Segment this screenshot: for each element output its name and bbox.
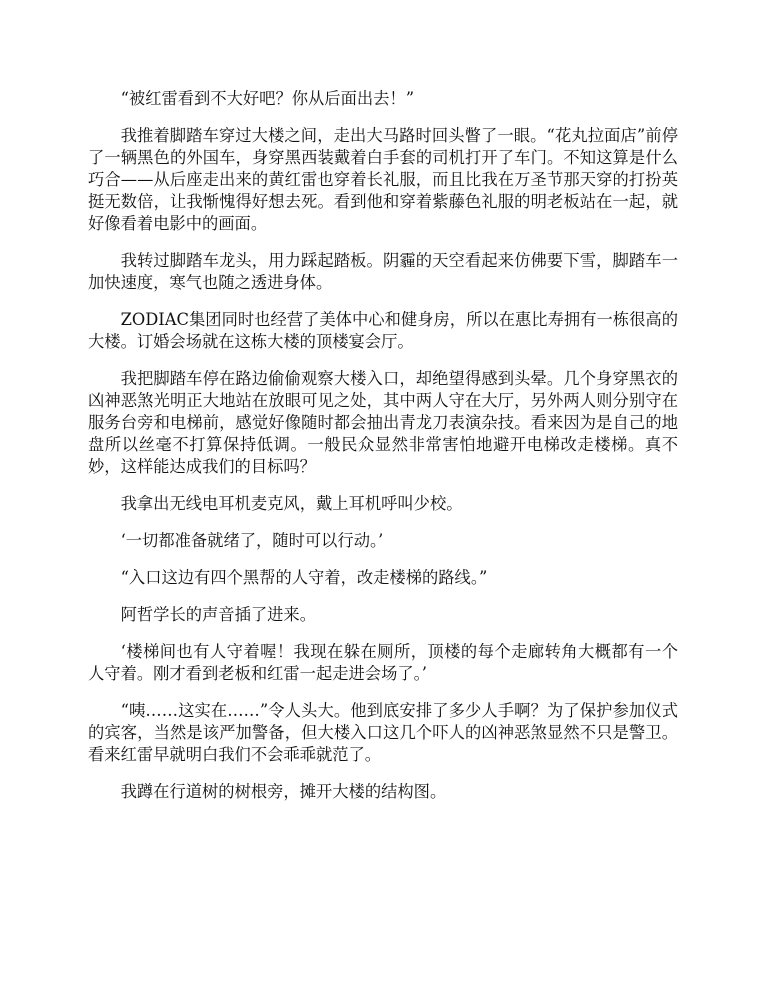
paragraph-5: 我把脚踏车停在路边偷偷观察大楼入口，却绝望得感到头晕。几个身穿黑衣的凶神恶煞光明正大地站在放眼可见之处，其中两人守在大厅，另外两人则分别守在服务台旁和电梯前，感觉好像随时都会抽出青龙刀表演杂技。看来因为是自己的地盘所以丝毫不打算保持低调。一般民众显然非常害怕地避开电梯改走楼梯。真不妙，这样能达成我们的目标吗？ bbox=[88, 369, 678, 476]
paragraph-12: 我蹲在行道树的树根旁，摊开大楼的结构图。 bbox=[120, 782, 447, 801]
paragraph-9: 阿哲学长的声音插了进来。 bbox=[120, 605, 316, 624]
paragraph-3: 我转过脚踏车龙头，用力踩起踏板。阴霾的天空看起来仿佛要下雪，脚踏车一加快速度，寒气也随之透进身体。 bbox=[88, 251, 678, 292]
document-page bbox=[88, 88, 678, 818]
paragraph-6: 我拿出无线电耳机麦克风，戴上耳机呼叫少校。 bbox=[120, 494, 463, 513]
paragraph-7: ‘一切都准备就绪了，随时可以行动。’ bbox=[120, 531, 384, 550]
paragraph-4: ZODIAC集团同时也经营了美体中心和健身房，所以在惠比寿拥有一栋很高的大楼。订婚会场就在这栋大楼的顶楼宴会厅。 bbox=[88, 310, 678, 351]
paragraph-1: “被红雷看到不大好吧？你从后面出去！” bbox=[120, 89, 415, 108]
paragraph-8: “入口这边有四个黑帮的人守着，改走楼梯的路线。” bbox=[120, 568, 488, 587]
paragraph-2: 我推着脚踏车穿过大楼之间，走出大马路时回头瞥了一眼。“花丸拉面店”前停了一辆黑色的外国车，身穿黑西装戴着白手套的司机打开了车门。不知这算是什么巧合——从后座走出来的黄红雷也穿着长礼服，而且比我在万圣节那天穿的打扮英挺无数倍，让我惭愧得好想去死。看到他和穿着紫藤色礼服的明老板站在一起，就好像看着电影中的画面。 bbox=[88, 126, 678, 233]
paragraph-11: “咦……这实在……”令人头大。他到底安排了多少人手啊？为了保护参加仪式的宾客，当然是该严加警备，但大楼入口这几个吓人的凶神恶煞显然不只是警卫。看来红雷早就明白我们不会乖乖就范了。 bbox=[88, 701, 678, 764]
paragraph-10: ‘楼梯间也有人守着喔！我现在躲在厕所，顶楼的每个走廊转角大概都有一个人守着。刚才看到老板和红雷一起走进会场了。’ bbox=[88, 642, 678, 683]
